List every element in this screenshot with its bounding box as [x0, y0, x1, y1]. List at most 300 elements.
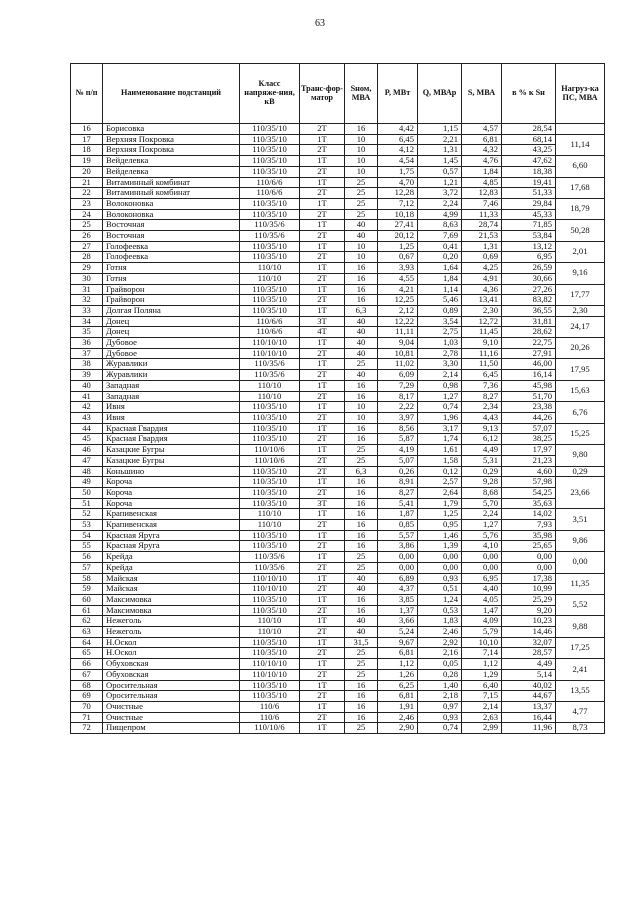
reactive-power-cell: 0,51	[418, 584, 462, 595]
voltage-class-cell: 110/10	[240, 391, 300, 402]
load-percent-cell: 4,60	[502, 466, 556, 477]
rated-power-cell: 25	[345, 659, 378, 670]
active-power-cell: 12,28	[378, 188, 418, 199]
rated-power-cell: 25	[345, 669, 378, 680]
table-row	[71, 594, 605, 605]
load-percent-cell: 57,98	[502, 477, 556, 488]
voltage-class-cell: 110/6/6	[240, 188, 300, 199]
load-percent-cell: 53,84	[502, 231, 556, 242]
table-row	[71, 284, 605, 295]
substation-load-cell: 9,86	[556, 530, 605, 551]
substation-name-cell: Борисовка	[103, 124, 240, 135]
apparent-power-cell: 12,72	[462, 316, 502, 327]
rated-power-cell: 16	[345, 284, 378, 295]
load-percent-cell: 10,99	[502, 584, 556, 595]
reactive-power-cell: 1,61	[418, 445, 462, 456]
reactive-power-cell: 1,39	[418, 541, 462, 552]
table-row	[71, 680, 605, 691]
transformer-cell: 2Т	[300, 188, 345, 199]
rated-power-cell: 40	[345, 327, 378, 338]
reactive-power-cell: 1,58	[418, 455, 462, 466]
rated-power-cell: 16	[345, 434, 378, 445]
load-percent-cell: 47,62	[502, 156, 556, 167]
rated-power-cell: 16	[345, 701, 378, 712]
transformer-cell: 1Т	[300, 509, 345, 520]
table-row	[71, 477, 605, 488]
apparent-power-cell: 5,79	[462, 627, 502, 638]
reactive-power-cell: 1,31	[418, 145, 462, 156]
apparent-power-cell: 4,05	[462, 594, 502, 605]
row-number-cell: 16	[71, 124, 103, 135]
apparent-power-cell: 11,16	[462, 348, 502, 359]
reactive-power-cell: 1,27	[418, 391, 462, 402]
apparent-power-cell: 1,31	[462, 241, 502, 252]
reactive-power-cell: 3,72	[418, 188, 462, 199]
reactive-power-cell: 1,25	[418, 509, 462, 520]
row-number-cell: 33	[71, 305, 103, 316]
reactive-power-cell: 0,57	[418, 166, 462, 177]
transformer-cell: 1Т	[300, 594, 345, 605]
apparent-power-cell: 4,32	[462, 145, 502, 156]
voltage-class-cell: 110/35/10	[240, 241, 300, 252]
row-number-cell: 52	[71, 509, 103, 520]
substation-name-cell: Оросительная	[103, 691, 240, 702]
table-row	[71, 263, 605, 274]
apparent-power-cell: 1,47	[462, 605, 502, 616]
apparent-power-cell: 6,12	[462, 434, 502, 445]
rated-power-cell: 25	[345, 188, 378, 199]
active-power-cell: 3,85	[378, 594, 418, 605]
table-row	[71, 156, 605, 167]
active-power-cell: 9,67	[378, 637, 418, 648]
table-row	[71, 134, 605, 145]
table-row	[71, 209, 605, 220]
active-power-cell: 5,41	[378, 498, 418, 509]
table-row	[71, 327, 605, 338]
substation-load-cell: 20,26	[556, 338, 605, 359]
rated-power-cell: 16	[345, 680, 378, 691]
apparent-power-cell: 4,85	[462, 177, 502, 188]
active-power-cell: 7,29	[378, 380, 418, 391]
substation-name-cell: Готня	[103, 263, 240, 274]
voltage-class-cell: 110/35/10	[240, 691, 300, 702]
substation-name-cell: Западная	[103, 380, 240, 391]
active-power-cell: 5,24	[378, 627, 418, 638]
substation-name-cell: Обуховская	[103, 659, 240, 670]
transformer-cell: 1Т	[300, 659, 345, 670]
reactive-power-cell: 1,24	[418, 594, 462, 605]
reactive-power-cell: 2,16	[418, 648, 462, 659]
apparent-power-cell: 28,74	[462, 220, 502, 231]
header-s: S, МВА	[462, 64, 502, 124]
voltage-class-cell: 110/35/10	[240, 487, 300, 498]
voltage-class-cell: 110/35/10	[240, 198, 300, 209]
active-power-cell: 3,86	[378, 541, 418, 552]
active-power-cell: 4,55	[378, 273, 418, 284]
row-number-cell: 17	[71, 134, 103, 145]
apparent-power-cell: 4,40	[462, 584, 502, 595]
voltage-class-cell: 110/35/6	[240, 231, 300, 242]
table-row	[71, 669, 605, 680]
table-row	[71, 391, 605, 402]
transformer-cell: 2Т	[300, 691, 345, 702]
substation-load-cell: 9,16	[556, 263, 605, 284]
substation-load-cell: 6,76	[556, 402, 605, 423]
rated-power-cell: 10	[345, 145, 378, 156]
rated-power-cell: 40	[345, 348, 378, 359]
apparent-power-cell: 6,81	[462, 134, 502, 145]
reactive-power-cell: 3,54	[418, 316, 462, 327]
substation-name-cell: Нежеголь	[103, 616, 240, 627]
reactive-power-cell: 0,53	[418, 605, 462, 616]
substation-load-cell: 17,77	[556, 284, 605, 305]
voltage-class-cell: 110/35/10	[240, 605, 300, 616]
apparent-power-cell: 2,24	[462, 509, 502, 520]
substation-name-cell: Обуховская	[103, 669, 240, 680]
load-percent-cell: 83,82	[502, 295, 556, 306]
active-power-cell: 4,19	[378, 445, 418, 456]
load-percent-cell: 45,98	[502, 380, 556, 391]
row-number-cell: 67	[71, 669, 103, 680]
active-power-cell: 1,12	[378, 659, 418, 670]
table-row	[71, 434, 605, 445]
apparent-power-cell: 2,30	[462, 305, 502, 316]
rated-power-cell: 25	[345, 209, 378, 220]
reactive-power-cell: 1,64	[418, 263, 462, 274]
apparent-power-cell: 5,76	[462, 530, 502, 541]
active-power-cell: 6,09	[378, 370, 418, 381]
rated-power-cell: 40	[345, 573, 378, 584]
row-number-cell: 37	[71, 348, 103, 359]
substation-load-cell: 3,51	[556, 509, 605, 530]
rated-power-cell: 16	[345, 509, 378, 520]
header-name: Наименование подстанций	[103, 64, 240, 124]
active-power-cell: 1,26	[378, 669, 418, 680]
reactive-power-cell: 2,46	[418, 627, 462, 638]
substation-name-cell: Журавлики	[103, 359, 240, 370]
row-number-cell: 49	[71, 477, 103, 488]
substation-name-cell: Красная Яруга	[103, 541, 240, 552]
voltage-class-cell: 110/35/10	[240, 594, 300, 605]
rated-power-cell: 10	[345, 252, 378, 263]
row-number-cell: 36	[71, 338, 103, 349]
load-percent-cell: 25,29	[502, 594, 556, 605]
substation-load-cell: 8,73	[556, 723, 605, 734]
transformer-cell: 2Т	[300, 391, 345, 402]
table-row	[71, 423, 605, 434]
substation-name-cell: Волоконовка	[103, 209, 240, 220]
voltage-class-cell: 110/35/10	[240, 412, 300, 423]
transformer-cell: 2Т	[300, 434, 345, 445]
substation-name-cell: Витаминный комбинат	[103, 188, 240, 199]
voltage-class-cell: 110/35/10	[240, 680, 300, 691]
rated-power-cell: 10	[345, 156, 378, 167]
apparent-power-cell: 4,10	[462, 541, 502, 552]
transformer-cell: 2Т	[300, 648, 345, 659]
active-power-cell: 6,81	[378, 691, 418, 702]
reactive-power-cell: 1,15	[418, 124, 462, 135]
active-power-cell: 11,11	[378, 327, 418, 338]
row-number-cell: 27	[71, 241, 103, 252]
rated-power-cell: 40	[345, 231, 378, 242]
substation-name-cell: Очистные	[103, 701, 240, 712]
active-power-cell: 6,89	[378, 573, 418, 584]
substation-load-cell: 2,30	[556, 305, 605, 316]
substation-load-cell: 4,77	[556, 701, 605, 722]
transformer-cell: 2Т	[300, 166, 345, 177]
transformer-cell: 1Т	[300, 134, 345, 145]
substation-load-cell: 50,28	[556, 220, 605, 241]
rated-power-cell: 16	[345, 498, 378, 509]
transformer-cell: 1Т	[300, 305, 345, 316]
table-row	[71, 145, 605, 156]
apparent-power-cell: 11,33	[462, 209, 502, 220]
substation-load-cell: 24,17	[556, 316, 605, 337]
voltage-class-cell: 110/10/6	[240, 445, 300, 456]
table-row	[71, 520, 605, 531]
header-percent: в % к Sн	[502, 64, 556, 124]
row-number-cell: 58	[71, 573, 103, 584]
voltage-class-cell: 110/35/6	[240, 359, 300, 370]
row-number-cell: 38	[71, 359, 103, 370]
table-row	[71, 198, 605, 209]
substation-name-cell: Крейда	[103, 562, 240, 573]
reactive-power-cell: 1,84	[418, 273, 462, 284]
apparent-power-cell: 4,57	[462, 124, 502, 135]
substation-load-cell: 0,00	[556, 552, 605, 573]
load-percent-cell: 28,57	[502, 648, 556, 659]
transformer-cell: 1Т	[300, 198, 345, 209]
active-power-cell: 5,07	[378, 455, 418, 466]
transformer-cell: 2Т	[300, 669, 345, 680]
voltage-class-cell: 110/35/10	[240, 209, 300, 220]
voltage-class-cell: 110/35/10	[240, 466, 300, 477]
reactive-power-cell: 0,97	[418, 701, 462, 712]
voltage-class-cell: 110/35/10	[240, 156, 300, 167]
transformer-cell: 1Т	[300, 552, 345, 563]
active-power-cell: 8,17	[378, 391, 418, 402]
substation-name-cell: Короча	[103, 487, 240, 498]
substation-name-cell: Грайворон	[103, 284, 240, 295]
active-power-cell: 1,75	[378, 166, 418, 177]
rated-power-cell: 16	[345, 124, 378, 135]
row-number-cell: 44	[71, 423, 103, 434]
table-row	[71, 637, 605, 648]
rated-power-cell: 16	[345, 520, 378, 531]
voltage-class-cell: 110/6/6	[240, 177, 300, 188]
table-row	[71, 231, 605, 242]
apparent-power-cell: 6,45	[462, 370, 502, 381]
apparent-power-cell: 1,12	[462, 659, 502, 670]
voltage-class-cell: 110/35/6	[240, 562, 300, 573]
table-row	[71, 530, 605, 541]
table-row	[71, 498, 605, 509]
rated-power-cell: 16	[345, 380, 378, 391]
reactive-power-cell: 0,93	[418, 573, 462, 584]
transformer-cell: 1Т	[300, 284, 345, 295]
apparent-power-cell: 8,68	[462, 487, 502, 498]
voltage-class-cell: 110/6/6	[240, 327, 300, 338]
transformer-cell: 1Т	[300, 156, 345, 167]
voltage-class-cell: 110/35/10	[240, 477, 300, 488]
substation-load-cell: 11,14	[556, 134, 605, 155]
row-number-cell: 53	[71, 520, 103, 531]
table-row	[71, 712, 605, 723]
table-row	[71, 380, 605, 391]
reactive-power-cell: 4,99	[418, 209, 462, 220]
active-power-cell: 4,37	[378, 584, 418, 595]
substation-name-cell: Крейда	[103, 552, 240, 563]
header-p: P, МВт	[378, 64, 418, 124]
apparent-power-cell: 8,27	[462, 391, 502, 402]
load-percent-cell: 22,75	[502, 338, 556, 349]
apparent-power-cell: 5,70	[462, 498, 502, 509]
table-row	[71, 701, 605, 712]
substation-name-cell: Очистные	[103, 712, 240, 723]
substation-name-cell: Верхняя Покровка	[103, 134, 240, 145]
reactive-power-cell: 0,74	[418, 723, 462, 734]
rated-power-cell: 16	[345, 691, 378, 702]
row-number-cell: 34	[71, 316, 103, 327]
table-row	[71, 370, 605, 381]
row-number-cell: 29	[71, 263, 103, 274]
active-power-cell: 12,25	[378, 295, 418, 306]
load-percent-cell: 44,26	[502, 412, 556, 423]
transformer-cell: 2Т	[300, 562, 345, 573]
reactive-power-cell: 1,45	[418, 156, 462, 167]
apparent-power-cell: 1,29	[462, 669, 502, 680]
transformer-cell: 1Т	[300, 241, 345, 252]
load-percent-cell: 44,67	[502, 691, 556, 702]
active-power-cell: 7,12	[378, 198, 418, 209]
voltage-class-cell: 110/10/10	[240, 584, 300, 595]
substation-name-cell: Нежеголь	[103, 627, 240, 638]
load-percent-cell: 57,07	[502, 423, 556, 434]
substation-name-cell: Восточная	[103, 220, 240, 231]
transformer-cell: 2Т	[300, 370, 345, 381]
table-row	[71, 348, 605, 359]
substation-name-cell: Красная Яруга	[103, 530, 240, 541]
transformer-cell: 2Т	[300, 231, 345, 242]
table-row	[71, 691, 605, 702]
active-power-cell: 9,04	[378, 338, 418, 349]
load-percent-cell: 31,81	[502, 316, 556, 327]
reactive-power-cell: 3,30	[418, 359, 462, 370]
apparent-power-cell: 4,09	[462, 616, 502, 627]
apparent-power-cell: 0,69	[462, 252, 502, 263]
substation-load-cell: 15,63	[556, 380, 605, 401]
transformer-cell: 1Т	[300, 573, 345, 584]
voltage-class-cell: 110/35/10	[240, 648, 300, 659]
voltage-class-cell: 110/10/6	[240, 455, 300, 466]
active-power-cell: 4,54	[378, 156, 418, 167]
substation-load-cell: 9,80	[556, 445, 605, 466]
table-header-row	[71, 64, 605, 124]
row-number-cell: 65	[71, 648, 103, 659]
row-number-cell: 42	[71, 402, 103, 413]
table-row	[71, 616, 605, 627]
load-percent-cell: 5,14	[502, 669, 556, 680]
row-number-cell: 70	[71, 701, 103, 712]
substation-load-cell: 5,52	[556, 594, 605, 615]
reactive-power-cell: 0,98	[418, 380, 462, 391]
substation-load-cell: 0,29	[556, 466, 605, 477]
voltage-class-cell: 110/35/6	[240, 552, 300, 563]
rated-power-cell: 25	[345, 359, 378, 370]
reactive-power-cell: 8,63	[418, 220, 462, 231]
load-percent-cell: 29,84	[502, 198, 556, 209]
reactive-power-cell: 2,92	[418, 637, 462, 648]
active-power-cell: 6,45	[378, 134, 418, 145]
load-percent-cell: 28,62	[502, 327, 556, 338]
rated-power-cell: 16	[345, 391, 378, 402]
apparent-power-cell: 1,27	[462, 520, 502, 531]
substation-name-cell: Оросительная	[103, 680, 240, 691]
transformer-cell: 1Т	[300, 380, 345, 391]
transformer-cell: 2Т	[300, 252, 345, 263]
reactive-power-cell: 1,46	[418, 530, 462, 541]
row-number-cell: 46	[71, 445, 103, 456]
reactive-power-cell: 2,14	[418, 370, 462, 381]
reactive-power-cell: 1,40	[418, 680, 462, 691]
load-percent-cell: 43,25	[502, 145, 556, 156]
rated-power-cell: 16	[345, 423, 378, 434]
load-percent-cell: 27,26	[502, 284, 556, 295]
apparent-power-cell: 13,41	[462, 295, 502, 306]
reactive-power-cell: 0,00	[418, 562, 462, 573]
substation-name-cell: Красная Гвардия	[103, 434, 240, 445]
substation-name-cell: Долгая Поляна	[103, 305, 240, 316]
table-row	[71, 273, 605, 284]
apparent-power-cell: 21,53	[462, 231, 502, 242]
reactive-power-cell: 0,89	[418, 305, 462, 316]
voltage-class-cell: 110/6/6	[240, 316, 300, 327]
transformer-cell: 2Т	[300, 487, 345, 498]
apparent-power-cell: 1,84	[462, 166, 502, 177]
rated-power-cell: 25	[345, 455, 378, 466]
header-snom: Sном, МВА	[345, 64, 378, 124]
reactive-power-cell: 1,83	[418, 616, 462, 627]
substation-name-cell: Вейделевка	[103, 166, 240, 177]
active-power-cell: 12,22	[378, 316, 418, 327]
substation-name-cell: Максимовка	[103, 605, 240, 616]
substation-name-cell: Короча	[103, 477, 240, 488]
table-row	[71, 605, 605, 616]
substation-load-cell: 11,35	[556, 573, 605, 594]
apparent-power-cell: 0,00	[462, 552, 502, 563]
substation-load-cell: 2,01	[556, 241, 605, 262]
substation-name-cell: Дубовое	[103, 348, 240, 359]
active-power-cell: 2,22	[378, 402, 418, 413]
active-power-cell: 10,18	[378, 209, 418, 220]
active-power-cell: 0,67	[378, 252, 418, 263]
apparent-power-cell: 10,10	[462, 637, 502, 648]
row-number-cell: 69	[71, 691, 103, 702]
substation-name-cell: Коньшино	[103, 466, 240, 477]
load-percent-cell: 23,38	[502, 402, 556, 413]
row-number-cell: 68	[71, 680, 103, 691]
rated-power-cell: 25	[345, 648, 378, 659]
table-row	[71, 562, 605, 573]
voltage-class-cell: 110/10	[240, 380, 300, 391]
substation-name-cell: Майская	[103, 573, 240, 584]
voltage-class-cell: 110/35/10	[240, 124, 300, 135]
row-number-cell: 35	[71, 327, 103, 338]
substation-name-cell: Ивня	[103, 402, 240, 413]
transformer-cell: 4Т	[300, 327, 345, 338]
reactive-power-cell: 0,93	[418, 712, 462, 723]
active-power-cell: 0,26	[378, 466, 418, 477]
